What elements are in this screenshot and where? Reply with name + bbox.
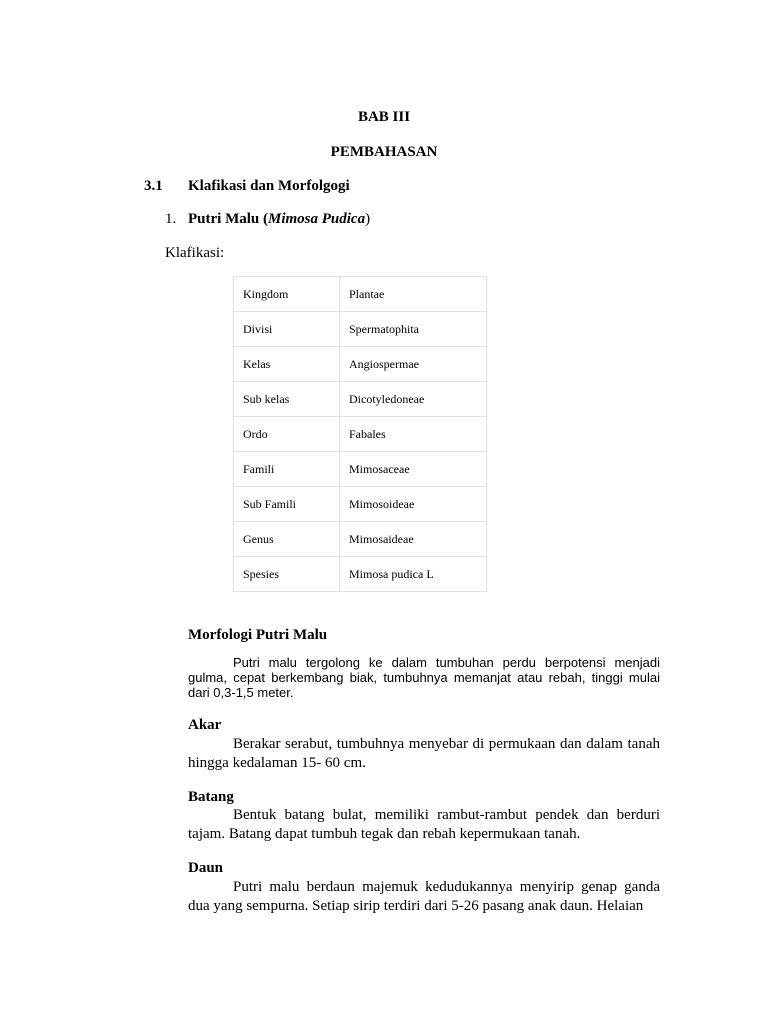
value-cell: Plantae (340, 277, 487, 312)
morfologi-heading: Morfologi Putri Malu (188, 627, 328, 643)
rank-cell: Genus (234, 522, 340, 557)
table-row (234, 277, 487, 312)
daun-paragraph (188, 878, 660, 916)
section-number: 3.1 (144, 178, 163, 194)
table-row (234, 312, 487, 347)
table-row (234, 487, 487, 522)
rank-cell: Famili (234, 452, 340, 487)
table-row (234, 382, 487, 417)
daun-heading: Daun (188, 860, 224, 876)
rank-cell: Kelas (234, 347, 340, 382)
akar-paragraph (188, 735, 660, 773)
akar-text: Berakar serabut, tumbuhnya menyebar di permukaan dan dalam tanah hingga kedalaman 15- 60 cm. (188, 736, 660, 771)
classification-table (233, 276, 487, 592)
morfologi-intro-text: Putri malu tergolong ke dalam tumbuhan perdu berpotensi menjadi gulma, cepat berkembang biak, tumbuhnya memanjat atau rebah, tinggi mulai dari 0,3-1,5 meter. (188, 655, 660, 700)
rank-cell: Sub Famili (234, 487, 340, 522)
table-row (234, 452, 487, 487)
plant-name-prefix: Putri Malu ( (188, 211, 268, 227)
value-cell: Mimosa pudica L (340, 557, 487, 592)
value-cell: Mimosaideae (340, 522, 487, 557)
rank-cell: Ordo (234, 417, 340, 452)
batang-heading: Batang (188, 789, 234, 805)
table-row (234, 522, 487, 557)
chapter-title: PEMBAHASAN (330, 144, 438, 160)
rank-cell: Spesies (234, 557, 340, 592)
table-row (234, 347, 487, 382)
chapter-number: BAB III (357, 109, 411, 125)
daun-text: Putri malu berdaun majemuk kedudukannya menyirip genap ganda dua yang sempurna. Setiap sirip terdiri dari 5-26 pasang anak daun. Helaian (188, 879, 660, 914)
plant-name-suffix: ) (365, 211, 371, 227)
rank-cell: Sub kelas (234, 382, 340, 417)
table-row (234, 557, 487, 592)
batang-paragraph (188, 806, 660, 844)
value-cell: Mimosaceae (340, 452, 487, 487)
section-title: Klafikasi dan Morfolgogi (188, 178, 350, 194)
value-cell: Spermatophita (340, 312, 487, 347)
akar-heading: Akar (188, 717, 222, 733)
rank-cell: Kingdom (234, 277, 340, 312)
morfologi-intro-paragraph (188, 655, 660, 700)
value-cell: Fabales (340, 417, 487, 452)
klasifikasi-label: Klafikasi: (165, 245, 225, 261)
value-cell: Mimosoideae (340, 487, 487, 522)
list-item-number: 1. (165, 211, 177, 227)
rank-cell: Divisi (234, 312, 340, 347)
value-cell: Dicotyledoneae (340, 382, 487, 417)
plant-name (188, 211, 370, 228)
table-row (234, 417, 487, 452)
batang-text: Bentuk batang bulat, memiliki rambut-rambut pendek dan berduri tajam. Batang dapat tumbuh tegak dan rebah kepermukaan tanah. (188, 807, 660, 842)
value-cell: Angiospermae (340, 347, 487, 382)
plant-name-scientific: Mimosa Pudica (268, 211, 366, 227)
